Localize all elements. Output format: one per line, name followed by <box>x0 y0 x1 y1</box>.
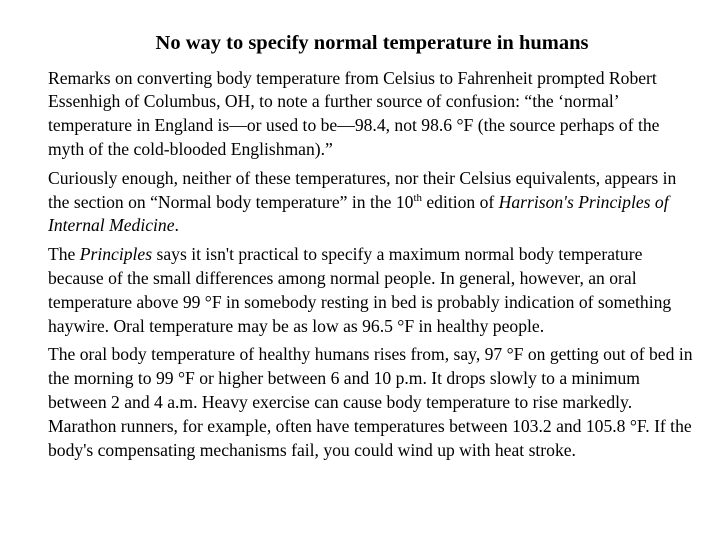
paragraph-4: The oral body temperature of healthy humans rises from, say, 97 °F on getting out of bed in the morning to 99 °F or higher between 6 and 10 p.m. It drops slowly to a minimum between 2 and 4 a.m. Heavy exercise can cause body temperature to rise markedly. Marathon runners, for example, often have temperatures between 103.2 and 105.8 °F. If the body's compensating mechanisms fail, you could wind up with heat stroke. <box>48 344 693 460</box>
paragraph-2 <box>48 167 696 238</box>
paragraph-3-text-a: The <box>48 244 80 265</box>
paragraph-1: Remarks on converting body temperature from Celsius to Fahrenheit prompted Robert Essenhigh of Columbus, OH, to note a further source of confusion: “the ‘normal’ temperature in England is—or used to be—98.4, not 98.6 °F (the source perhaps of the myth of the cold-blooded Englishman).” <box>48 67 660 160</box>
principles-emphasis: Principles <box>79 244 153 265</box>
paragraph-3 <box>48 243 696 338</box>
ordinal-superscript: th <box>413 191 422 204</box>
paragraph-3-text-b: says it isn't practical to specify a maximum normal body temperature because of the small differences among normal people. In general, however, an oral temperature above 99 °F in somebody resting in bed is probably indication of something haywire. Oral temperature may be as low as 96.5 °F in healthy people. <box>48 244 672 336</box>
slide-title: No way to specify normal temperature in humans <box>155 32 589 54</box>
paragraph-2-text-b: edition of <box>421 191 499 212</box>
book-title: Harrison's Principles of Internal Medicine <box>48 191 669 236</box>
paragraph-2-text-c: . <box>174 215 179 236</box>
paragraph-2-text-a: Curiously enough, neither of these temperatures, nor their Celsius equivalents, appears in the section on “Normal body temperature” in the 10 <box>48 167 677 212</box>
